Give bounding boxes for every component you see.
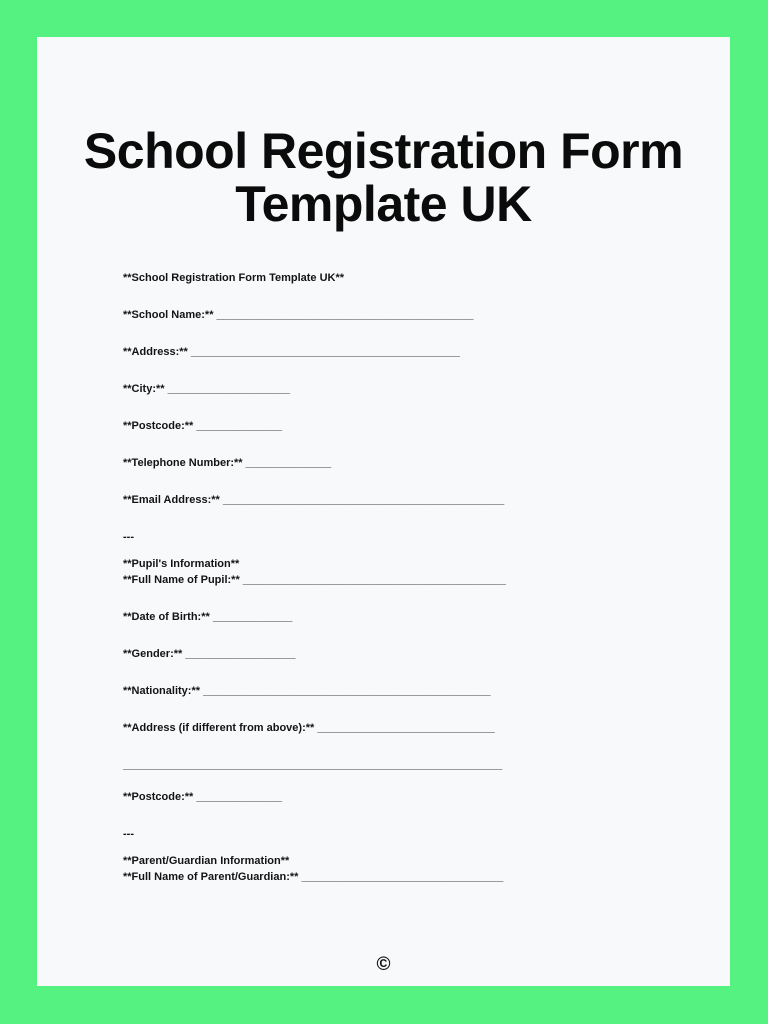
field-gender: **Gender:** __________________ [123,648,296,660]
parent-section-heading: **Parent/Guardian Information** [123,855,290,867]
field-telephone-number: **Telephone Number:** ______________ [123,457,332,469]
field-pupil-full-name: **Full Name of Pupil:** ___________________________________________ [123,574,506,586]
field-nationality: **Nationality:** _______________________________________________ [123,685,491,697]
field-address: **Address:** ____________________________________________ [123,346,461,358]
copyright-symbol: © [376,954,391,975]
field-city: **City:** ____________________ [123,383,290,395]
pupil-section-heading: **Pupil's Information** [123,558,240,570]
parent-section-header [123,853,690,885]
field-date-of-birth: **Date of Birth:** _____________ [123,611,293,623]
field-parent-full-name: **Full Name of Parent/Guardian:** _________________________________ [123,871,504,883]
field-postcode: **Postcode:** ______________ [123,420,283,432]
section-separator: --- [123,828,134,840]
form-content [123,270,690,885]
field-address-continuation-line: ______________________________________________________________ [123,759,503,771]
pupil-section-header [123,556,690,588]
field-address-if-different: **Address (if different from above):** _____________________________ [123,722,495,734]
field-pupil-postcode: **Postcode:** ______________ [123,791,283,803]
field-school-name: **School Name:** __________________________________________ [123,309,474,321]
section-separator: --- [123,531,134,543]
document-title: School Registration Form Template UK [83,123,684,232]
document-page [37,37,730,986]
form-heading-line: **School Registration Form Template UK** [123,272,345,284]
field-email-address: **Email Address:** ______________________________________________ [123,494,505,506]
